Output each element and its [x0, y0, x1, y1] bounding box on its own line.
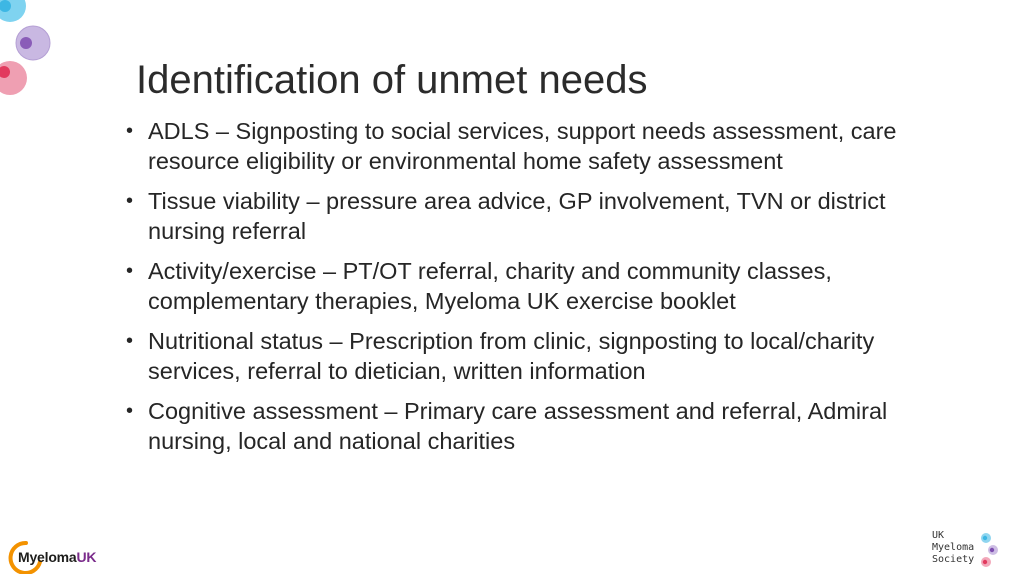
- society-dots-icon: [980, 530, 1004, 574]
- society-line-2: Myeloma: [932, 542, 975, 553]
- bullet-dot: •: [126, 330, 134, 352]
- logo-text-myeloma: Myeloma: [18, 549, 77, 565]
- bullet-item-tissue-viability: [126, 186, 956, 246]
- bullet-dot: •: [126, 120, 134, 142]
- bullet-text: Activity/exercise – PT/OT referral, charity and community classes, complementary therapies, Myeloma UK exercise booklet: [148, 258, 832, 314]
- society-line-1: UK: [932, 530, 945, 541]
- decorative-circles: [0, 0, 60, 110]
- uk-myeloma-society-logo: [932, 530, 1018, 574]
- bullet-dot: •: [126, 260, 134, 282]
- slide-title: Identification of unmet needs: [136, 58, 648, 102]
- bullet-item-activity-exercise: [126, 256, 956, 316]
- bullet-item-adls: [126, 116, 956, 176]
- bullet-item-cognitive-assessment: [126, 396, 956, 456]
- society-line-3: Society: [932, 554, 975, 565]
- bullet-text: ADLS – Signposting to social services, support needs assessment, care resource eligibility or environmental home safety assessment: [148, 118, 897, 174]
- bullet-item-nutritional-status: [126, 326, 956, 386]
- bullet-text: Nutritional status – Prescription from clinic, signposting to local/charity services, referral to dietician, written information: [148, 328, 875, 384]
- logo-wordmark: [18, 549, 96, 565]
- myeloma-uk-logo: [6, 538, 106, 574]
- logo-text-uk: UK: [76, 549, 97, 565]
- bullet-list: [126, 116, 956, 466]
- bullet-dot: •: [126, 400, 134, 422]
- bullet-text: Tissue viability – pressure area advice, GP involvement, TVN or district nursing referral: [148, 188, 886, 244]
- bullet-dot: •: [126, 190, 134, 212]
- society-wordmark: [932, 530, 974, 566]
- bullet-text: Cognitive assessment – Primary care assessment and referral, Admiral nursing, local and national charities: [148, 398, 888, 454]
